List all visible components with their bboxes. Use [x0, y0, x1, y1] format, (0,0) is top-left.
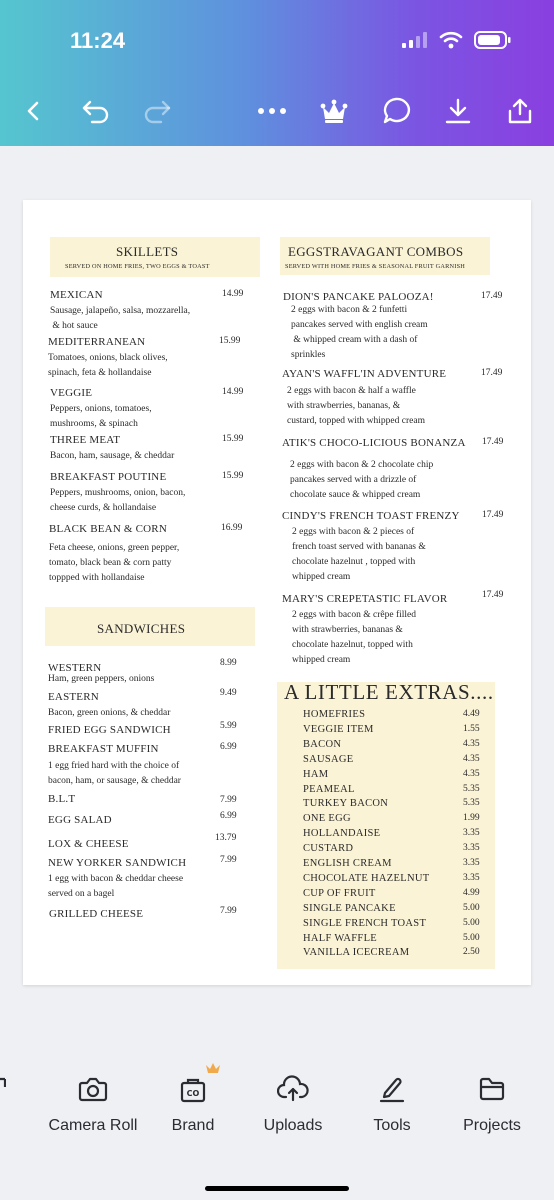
more-icon — [257, 107, 287, 115]
item-price: 9.49 — [220, 688, 237, 698]
item-price: 14.99 — [222, 289, 244, 299]
extras-list — [303, 709, 493, 969]
brand-kit-icon — [178, 1075, 208, 1103]
item-price: 8.99 — [220, 658, 237, 668]
extras-item-price: 5.35 — [463, 798, 480, 809]
extras-item[interactable] — [303, 724, 503, 739]
item-name: VEGGIE — [50, 387, 93, 399]
nav-label: Camera Roll — [48, 1117, 138, 1134]
crown-icon — [319, 98, 349, 124]
extras-item[interactable] — [303, 739, 503, 754]
extras-item-price: 5.00 — [463, 932, 480, 943]
item-name: WESTERN — [48, 662, 102, 674]
extras-item-price: 5.35 — [463, 783, 480, 794]
extras-item-price: 4.35 — [463, 738, 480, 749]
pen-tool-icon — [377, 1075, 407, 1103]
item-description: 2 eggs with bacon & crêpe filled with strawberries, bananas & chocolate hazelnut, topped with whipped cream — [292, 610, 416, 665]
item-description: 2 eggs with bacon & 2 chocolate chip pancakes served with a drizzle of chocolate sauce & whipped cream — [290, 460, 434, 500]
extras-item[interactable] — [303, 933, 503, 948]
item-price: 13.79 — [215, 833, 237, 843]
item-price: 15.99 — [222, 434, 244, 444]
combos-subtitle: SERVED WITH HOME FRIES & SEASONAL FRUIT GARNISH — [285, 263, 466, 270]
more-options-button[interactable] — [254, 93, 290, 129]
extras-item-price: 4.35 — [463, 753, 480, 764]
extras-item-price: 2.50 — [463, 947, 480, 958]
extras-item-price: 3.35 — [463, 858, 480, 868]
download-button[interactable] — [440, 93, 476, 129]
share-icon — [506, 97, 534, 125]
item-description: Bacon, green onions, & cheddar — [48, 708, 171, 718]
back-icon — [24, 99, 44, 123]
item-description: Feta cheese, onions, green pepper, tomato, black bean & corn patty toppped with hollandaise — [49, 543, 180, 583]
comment-icon — [381, 96, 411, 126]
extras-item-name: VEGGIE ITEM — [303, 723, 374, 735]
nav-camera-roll[interactable] — [38, 1073, 148, 1135]
item-description: Tomatoes, onions, black olives, spinach, feta & hollandaise — [48, 353, 168, 378]
item-description: Bacon, ham, sausage, & cheddar — [50, 451, 175, 461]
bottom-toolbar — [0, 1045, 554, 1200]
status-icons — [402, 30, 512, 50]
item-price: 7.99 — [220, 855, 237, 865]
nav-projects[interactable] — [437, 1073, 547, 1135]
nav-tools[interactable] — [337, 1073, 447, 1135]
item-price: 7.99 — [220, 795, 237, 805]
extras-item-name: HOLLANDAISE — [303, 828, 381, 840]
undo-icon — [81, 98, 111, 124]
item-description: Peppers, mushrooms, onion, bacon, cheese curds, & hollandaise — [50, 488, 186, 513]
home-indicator — [205, 1186, 349, 1191]
item-name: BREAKFAST POUTINE — [50, 471, 167, 483]
item-price: 5.99 — [220, 721, 237, 731]
item-description: 2 eggs with bacon & 2 funfetti pancakes served with english cream & whipped cream with a dash of sprinkles — [291, 305, 428, 360]
item-price: 17.49 — [481, 368, 503, 378]
extras-item-name: TURKEY BACON — [303, 798, 389, 810]
item-name: B.L.T — [48, 793, 76, 805]
item-name: BLACK BEAN & CORN — [49, 523, 167, 535]
item-price: 17.49 — [482, 590, 504, 600]
item-name: DION'S PANCAKE PALOOZA! — [283, 291, 434, 303]
extras-item-price: 4.49 — [463, 709, 480, 719]
extras-item-name: VANILLA ICECREAM — [303, 947, 410, 959]
item-price: 14.99 — [222, 387, 244, 397]
extras-item-name: HALF WAFFLE — [303, 932, 377, 944]
share-button[interactable] — [502, 93, 538, 129]
wifi-icon — [439, 31, 463, 49]
item-name: AYAN'S WAFFL'IN ADVENTURE — [282, 368, 447, 380]
redo-button[interactable] — [139, 93, 175, 129]
item-name: FRIED EGG SANDWICH — [48, 724, 171, 736]
battery-icon — [474, 30, 512, 50]
partial-nav-icon — [0, 1075, 6, 1099]
extras-item-price: 5.00 — [463, 902, 480, 913]
folder-icon — [477, 1075, 507, 1103]
item-name: MARY'S CREPETASTIC FLAVOR — [282, 593, 448, 605]
nav-label: Tools — [373, 1117, 411, 1134]
extras-item[interactable] — [303, 873, 503, 888]
item-price: 6.99 — [220, 742, 237, 752]
extras-item-name: SINGLE PANCAKE — [303, 902, 396, 914]
item-price: 6.99 — [220, 811, 237, 821]
extras-item[interactable] — [303, 784, 503, 799]
item-price: 15.99 — [219, 336, 241, 346]
extras-item-name: PEAMEAL — [303, 783, 355, 795]
extras-item-name: CUP OF FRUIT — [303, 887, 376, 899]
menu-design-page[interactable] — [23, 200, 531, 985]
item-description: 2 eggs with bacon & 2 pieces of french toast served with bananas & chocolate hazelnut , topped with whipped cream — [292, 527, 426, 582]
combos-title: EGGSTRAVAGANT COMBOS — [288, 244, 464, 259]
item-price: 17.49 — [481, 291, 503, 301]
extras-item-price: 1.99 — [463, 813, 480, 824]
extras-item[interactable] — [303, 798, 503, 813]
extras-item-price: 4.35 — [463, 768, 480, 779]
item-price: 16.99 — [221, 523, 243, 533]
item-name: EGG SALAD — [48, 814, 112, 826]
extras-item[interactable] — [303, 709, 503, 724]
extras-item[interactable] — [303, 828, 503, 843]
redo-icon — [142, 98, 172, 124]
cellular-signal-icon — [402, 32, 428, 48]
status-time: 11:24 — [70, 28, 126, 53]
extras-item-price: 5.00 — [463, 917, 480, 928]
item-name: MEDITERRANEAN — [48, 336, 146, 348]
nav-label: Uploads — [263, 1117, 323, 1134]
extras-item[interactable] — [303, 888, 503, 903]
comment-button[interactable] — [378, 93, 414, 129]
item-name: BREAKFAST MUFFIN — [48, 743, 159, 755]
extras-item-name: CUSTARD — [303, 843, 354, 855]
extras-item[interactable] — [303, 754, 503, 769]
item-description: 1 egg fried hard with the choice of bacon, ham, or sausage, & cheddar — [48, 761, 181, 786]
extras-title: A LITTLE EXTRAS.... — [284, 680, 494, 704]
item-name: ATIK'S CHOCO-LICIOUS BONANZA — [282, 437, 466, 449]
item-description: Ham, green peppers, onions — [48, 674, 155, 684]
skillets-title: SKILLETS — [116, 244, 179, 259]
sandwiches-title: SANDWICHES — [97, 621, 186, 636]
extras-item-name: HAM — [303, 768, 329, 780]
premium-button[interactable] — [316, 93, 352, 129]
extras-item[interactable] — [303, 858, 503, 873]
extras-item-name: ONE EGG — [303, 813, 351, 825]
premium-crown-icon — [205, 1061, 221, 1074]
item-name: LOX & CHEESE — [48, 838, 129, 850]
camera-icon — [78, 1075, 108, 1103]
extras-item-name: BACON — [303, 738, 342, 750]
extras-item-price: 3.35 — [463, 843, 480, 854]
extras-item-name: SINGLE FRENCH TOAST — [303, 917, 427, 929]
item-name: CINDY'S FRENCH TOAST FRENZY — [282, 510, 460, 522]
nav-brand[interactable] — [138, 1073, 248, 1135]
skillets-subtitle: SERVED ON HOME FRIES, TWO EGGS & TOAST — [65, 263, 210, 270]
extras-item-name: ENGLISH CREAM — [303, 858, 392, 869]
item-name: EASTERN — [48, 691, 99, 703]
extras-item-name: SAUSAGE — [303, 753, 354, 765]
item-price: 7.99 — [220, 906, 237, 916]
extras-item-price: 3.35 — [463, 872, 480, 883]
cloud-upload-icon — [277, 1075, 309, 1103]
nav-uploads[interactable] — [238, 1073, 348, 1135]
item-price: 15.99 — [222, 471, 244, 481]
extras-item-price: 1.55 — [463, 723, 480, 734]
extras-item-name: HOMEFRIES — [303, 709, 366, 720]
item-name: GRILLED CHEESE — [49, 908, 144, 920]
extras-item[interactable] — [303, 843, 503, 858]
item-description: 1 egg with bacon & cheddar cheese served on a bagel — [48, 874, 184, 899]
back-button[interactable] — [16, 93, 52, 129]
app-header — [0, 0, 554, 146]
extras-item-price: 3.35 — [463, 828, 480, 839]
item-price: 17.49 — [482, 510, 504, 520]
extras-item[interactable] — [303, 903, 503, 918]
nav-label: Projects — [463, 1117, 521, 1134]
item-description: 2 eggs with bacon & half a waffle with strawberries, bananas, & custard, topped with whipped cream — [287, 386, 425, 426]
nav-label: Brand — [171, 1117, 215, 1134]
extras-item[interactable] — [303, 813, 503, 828]
item-name: NEW YORKER SANDWICH — [48, 857, 187, 869]
item-name: MEXICAN — [50, 289, 103, 301]
item-price: 17.49 — [482, 437, 504, 447]
extras-item-name: CHOCOLATE HAZELNUT — [303, 872, 430, 884]
item-name: THREE MEAT — [50, 434, 121, 446]
extras-item[interactable] — [303, 918, 503, 933]
item-description: Sausage, jalapeño, salsa, mozzarella, & hot sauce — [50, 306, 191, 331]
svg-text:CO: CO — [186, 1089, 200, 1098]
extras-item[interactable] — [303, 769, 503, 784]
undo-button[interactable] — [78, 93, 114, 129]
item-description: Peppers, onions, tomatoes, mushrooms, & spinach — [50, 404, 152, 429]
extras-item[interactable] — [303, 947, 503, 962]
download-icon — [444, 97, 472, 125]
extras-item-price: 4.99 — [463, 887, 480, 898]
